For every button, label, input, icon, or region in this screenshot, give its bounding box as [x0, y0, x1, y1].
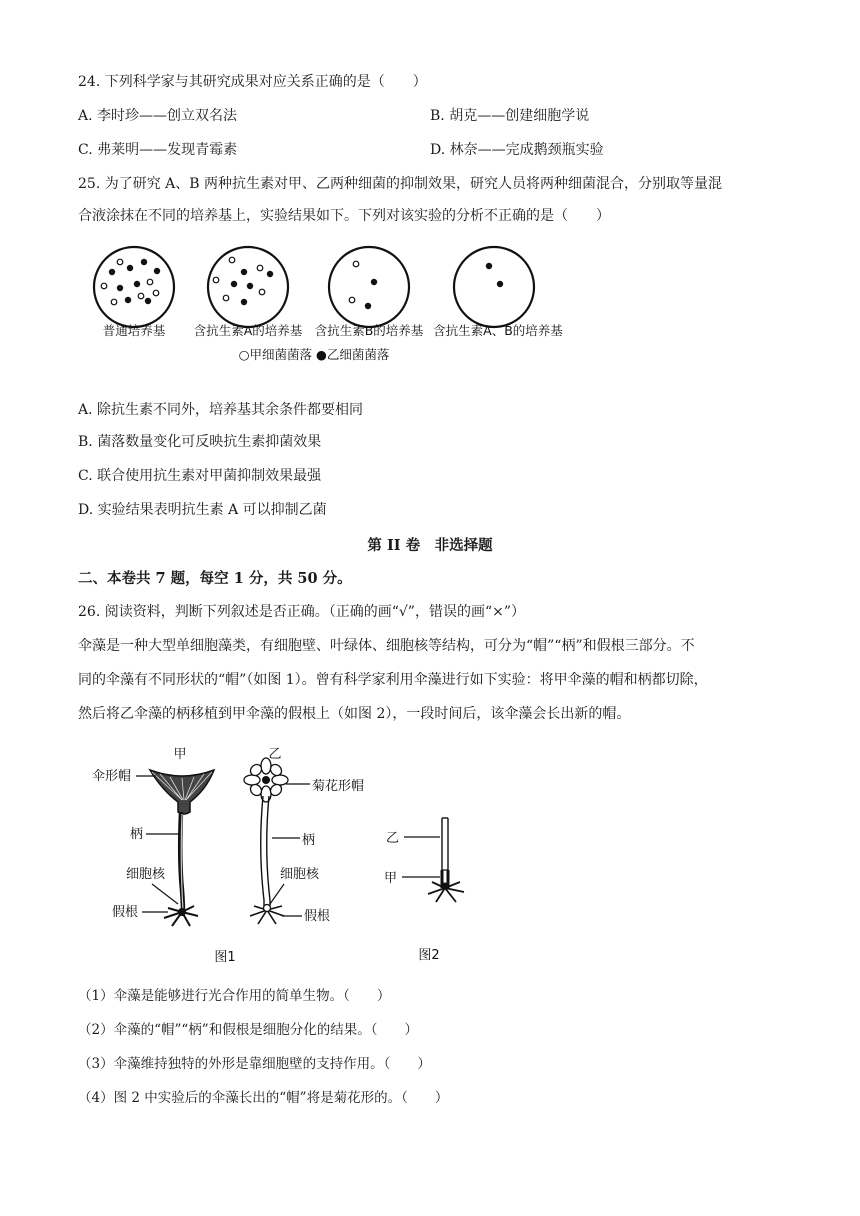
q24-option-b: B. 胡克——创建细胞学说 [430, 108, 590, 124]
petri-dish-antibiotic-a [208, 247, 288, 327]
q24-option-d: D. 林奈——完成鹅颈瓶实验 [430, 142, 604, 158]
q24-stem: 24. 下列科学家与其研究成果对应关系正确的是（ ） [78, 74, 427, 90]
acetabularia-figure [86, 740, 476, 972]
fig2-label-yi: 乙 [386, 831, 400, 846]
dish-label-normal: 普通培养基 [102, 323, 166, 338]
label-stalk-jia: 柄 [130, 827, 144, 842]
q26-item-2: （2）伞藻的“帽”“柄”和假根是细胞分化的结果。（ ） [78, 1022, 418, 1038]
q25-option-d: D. 实验结果表明抗生素 A 可以抑制乙菌 [78, 502, 327, 518]
q26-item-4: （4）图 2 中实验后的伞藻长出的“帽”将是菊花形的。（ ） [78, 1090, 449, 1106]
dish-label-antibiotic-b: 含抗生素B的培养基 [314, 323, 424, 338]
petri-dish-normal [94, 247, 174, 327]
q24-option-a: A. 李时珍——创立双名法 [78, 108, 238, 124]
fig2-caption: 图2 [418, 948, 440, 963]
q24-option-c: C. 弗莱明——发现青霉素 [78, 142, 238, 158]
graft-drawing [428, 818, 464, 902]
label-nucleus-yi: 细胞核 [280, 867, 320, 882]
q26-item-1: （1）伞藻是能够进行光合作用的简单生物。（ ） [78, 988, 391, 1004]
label-umbrella-cap: 伞形帽 [92, 769, 132, 784]
q26-item-3: （3）伞藻维持独特的外形是靠细胞壁的支持作用。（ ） [78, 1056, 431, 1072]
fig1-label-jia: 甲 [173, 747, 187, 762]
label-chrysanthemum-cap: 菊花形帽 [312, 779, 365, 794]
q25-option-b: B. 菌落数量变化可反映抗生素抑菌效果 [78, 434, 322, 450]
q26-para-line1: 伞藻是一种大型单细胞藻类，有细胞壁、叶绿体、细胞核等结构，可分为“帽”“柄”和假根三部分。不 [78, 638, 695, 654]
q26-stem: 26. 阅读资料，判断下列叙述是否正确。（正确的画“√”，错误的画“×”） [78, 604, 525, 620]
q25-stem-line2: 合液涂抹在不同的培养基上，实验结果如下。下列对该实验的分析不正确的是（ ） [78, 208, 610, 224]
petri-dish-antibiotic-ab [454, 247, 534, 327]
q26-para-line2: 同的伞藻有不同形状的“帽”（如图 1）。曾有科学家利用伞藻进行如下实验：将甲伞藻的帽和柄都切除， [78, 672, 708, 688]
colony-legend: ○甲细菌菌落 ●乙细菌菌落 [238, 347, 390, 362]
q25-option-a: A. 除抗生素不同外，培养基其余条件都要相同 [78, 402, 364, 418]
section-title: 第 II 卷 非选择题 [367, 537, 493, 554]
dish-label-antibiotic-ab: 含抗生素A、B的培养基 [433, 323, 563, 338]
q25-option-c: C. 联合使用抗生素对甲菌抑制效果最强 [78, 468, 322, 484]
q26-para-line3: 然后将乙伞藻的柄移植到甲伞藻的假根上（如图 2），一段时间后，该伞藻会长出新的帽。 [78, 706, 631, 722]
acetabularia-yi-drawing [244, 758, 288, 924]
dish-label-antibiotic-a: 含抗生素A的培养基 [193, 323, 303, 338]
q25-stem-line1: 25. 为了研究 A、B 两种抗生素对甲、乙两种细菌的抑制效果，研究人员将两种细菌混合，分别取等量混 [78, 176, 723, 192]
petri-dish-antibiotic-b [329, 247, 409, 327]
fig2-label-jia: 甲 [384, 871, 398, 886]
label-stalk-yi: 柄 [302, 833, 316, 848]
section-heading: 二、本卷共 7 题，每空 1 分，共 50 分。 [78, 570, 352, 587]
petri-dish-figure [84, 238, 604, 368]
label-rhizoid-yi: 假根 [304, 909, 331, 924]
fig1-label-yi: 乙 [268, 747, 282, 762]
label-rhizoid-jia: 假根 [112, 905, 139, 920]
acetabularia-jia-drawing [150, 770, 214, 926]
label-nucleus-jia: 细胞核 [126, 867, 166, 882]
fig1-caption: 图1 [214, 950, 236, 965]
